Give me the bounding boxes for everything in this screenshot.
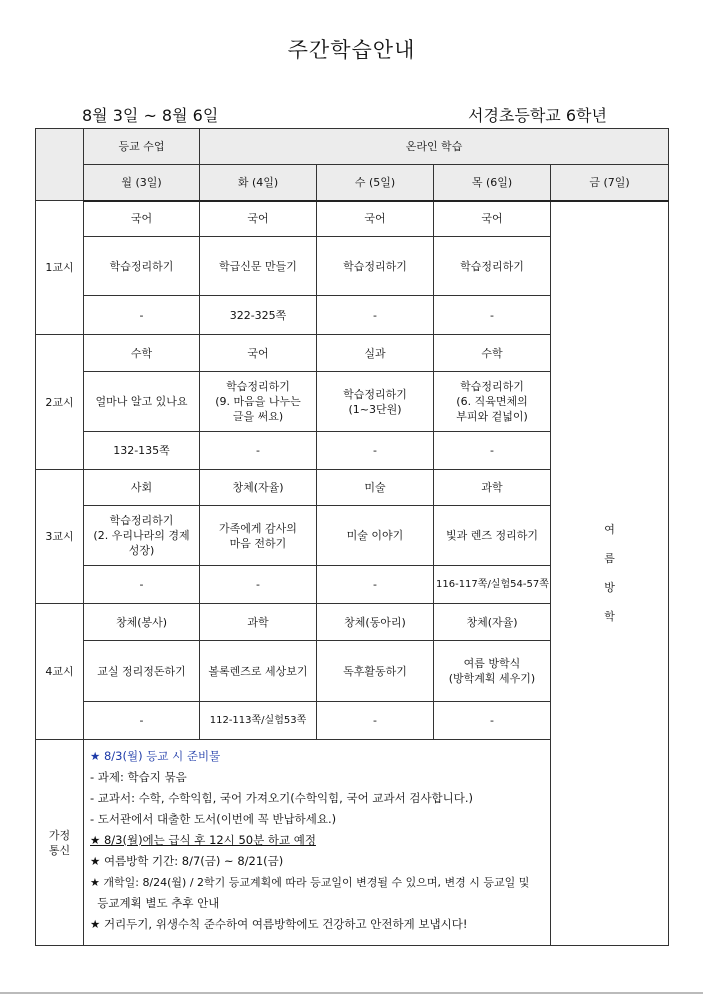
- day-header: 월 (3일): [84, 165, 200, 201]
- content-cell: 빛과 렌즈 정리하기: [434, 506, 551, 566]
- weekly-schedule-table: [35, 128, 669, 946]
- pages-cell: -: [84, 296, 200, 335]
- header-corner: [36, 129, 84, 201]
- content-cell: 학습정리하기 (6. 직육면체의 부피와 겉넓이): [434, 372, 551, 432]
- subject-cell: 국어: [200, 335, 317, 372]
- pages-cell: -: [317, 566, 434, 604]
- vacation-char: 여: [604, 523, 615, 537]
- week-period: 8월 3일 ~ 8월 6일: [82, 106, 219, 125]
- subject-cell: 창체(자율): [200, 470, 317, 506]
- pages-cell: -: [200, 566, 317, 604]
- content-cell: 학습정리하기 (9. 마음을 나누는 글을 써요): [200, 372, 317, 432]
- pages-cell: -: [200, 432, 317, 470]
- notice-content: [84, 740, 669, 946]
- content-cell: 학습정리하기: [84, 237, 200, 296]
- pages-cell: 116-117쪽/실험54-57쪽: [434, 566, 551, 604]
- content-cell: 미술 이야기: [317, 506, 434, 566]
- pages-cell: -: [317, 432, 434, 470]
- content-cell: 학습정리하기 (2. 우리나라의 경제 성장): [84, 506, 200, 566]
- content-cell: 학습정리하기: [317, 237, 434, 296]
- subject-cell: 창체(봉사): [84, 604, 200, 641]
- subject-cell: 국어: [434, 201, 551, 237]
- school-class: 서경초등학교 6학년: [468, 106, 607, 125]
- notice-line: - 도서관에서 대출한 도서(이번에 꼭 반납하세요.): [90, 812, 337, 826]
- subject-cell: 미술: [317, 470, 434, 506]
- period-label: 4교시: [36, 604, 84, 740]
- subject-cell: 과학: [434, 470, 551, 506]
- mode-online-header: 온라인 학습: [200, 129, 669, 165]
- notice-line: 등교계획 별도 추후 안내: [90, 896, 220, 910]
- notice-line: - 교과서: 수학, 수학익힘, 국어 가져오기(수학익힘, 국어 교과서 검사합니다.): [90, 791, 474, 805]
- day-header: 목 (6일): [434, 165, 551, 201]
- pages-cell: -: [434, 432, 551, 470]
- content-cell: 학급신문 만들기: [200, 237, 317, 296]
- subject-cell: 과학: [200, 604, 317, 641]
- period-label: 2교시: [36, 335, 84, 470]
- notice-line: ★ 개학일: 8/24(월) / 2학기 등교계획에 따라 등교일이 변경될 수 있으며, 변경 시 등교일 및: [90, 876, 530, 889]
- pages-cell: -: [434, 296, 551, 335]
- subject-cell: 국어: [317, 201, 434, 237]
- day-header: 금 (7일): [551, 165, 669, 201]
- pages-cell: 132-135쪽: [84, 432, 200, 470]
- notice-line: ★ 거리두기, 위생수칙 준수하여 여름방학에도 건강하고 안전하게 보냅시다!: [90, 917, 468, 931]
- day-header: 화 (4일): [200, 165, 317, 201]
- subject-cell: 사회: [84, 470, 200, 506]
- vacation-char: 방: [604, 581, 615, 595]
- subject-cell: 국어: [84, 201, 200, 237]
- pages-cell: -: [317, 702, 434, 740]
- pages-cell: -: [317, 296, 434, 335]
- subject-cell: 수학: [434, 335, 551, 372]
- pages-cell: 322-325쪽: [200, 296, 317, 335]
- pages-cell: -: [84, 566, 200, 604]
- content-cell: 교실 정리정돈하기: [84, 641, 200, 702]
- notice-line: ★ 여름방학 기간: 8/7(금) ~ 8/21(금): [90, 854, 284, 868]
- notice-label: 가정 통신: [36, 740, 84, 946]
- vacation-char: 학: [604, 610, 615, 624]
- day-header: 수 (5일): [317, 165, 434, 201]
- content-cell: 가족에게 감사의 마음 전하기: [200, 506, 317, 566]
- notice-line: - 과제: 학습지 묶음: [90, 770, 187, 784]
- page-title: 주간학습안내: [287, 38, 416, 62]
- period-label: 1교시: [36, 201, 84, 335]
- content-cell: 여름 방학식 (방학계획 세우기): [434, 641, 551, 702]
- pages-cell: 112-113쪽/실험53쪽: [200, 702, 317, 740]
- notice-line: ★ 8/3(월)에는 급식 후 12시 50분 하교 예정: [90, 833, 316, 847]
- content-cell: 학습정리하기 (1~3단원): [317, 372, 434, 432]
- subject-cell: 창체(동아리): [317, 604, 434, 641]
- subject-cell: 수학: [84, 335, 200, 372]
- content-cell: 학습정리하기: [434, 237, 551, 296]
- subject-cell: 실과: [317, 335, 434, 372]
- pages-cell: -: [84, 702, 200, 740]
- pages-cell: -: [434, 702, 551, 740]
- content-cell: 얼마나 알고 있나요: [84, 372, 200, 432]
- mode-offline-header: 등교 수업: [84, 129, 200, 165]
- period-label: 3교시: [36, 470, 84, 604]
- content-cell: 볼록렌즈로 세상보기: [200, 641, 317, 702]
- notice-line: ★ 8/3(월) 등교 시 준비물: [90, 749, 221, 763]
- subject-cell: 국어: [200, 201, 317, 237]
- vacation-char: 름: [604, 552, 615, 566]
- content-cell: 독후활동하기: [317, 641, 434, 702]
- subject-cell: 창체(자율): [434, 604, 551, 641]
